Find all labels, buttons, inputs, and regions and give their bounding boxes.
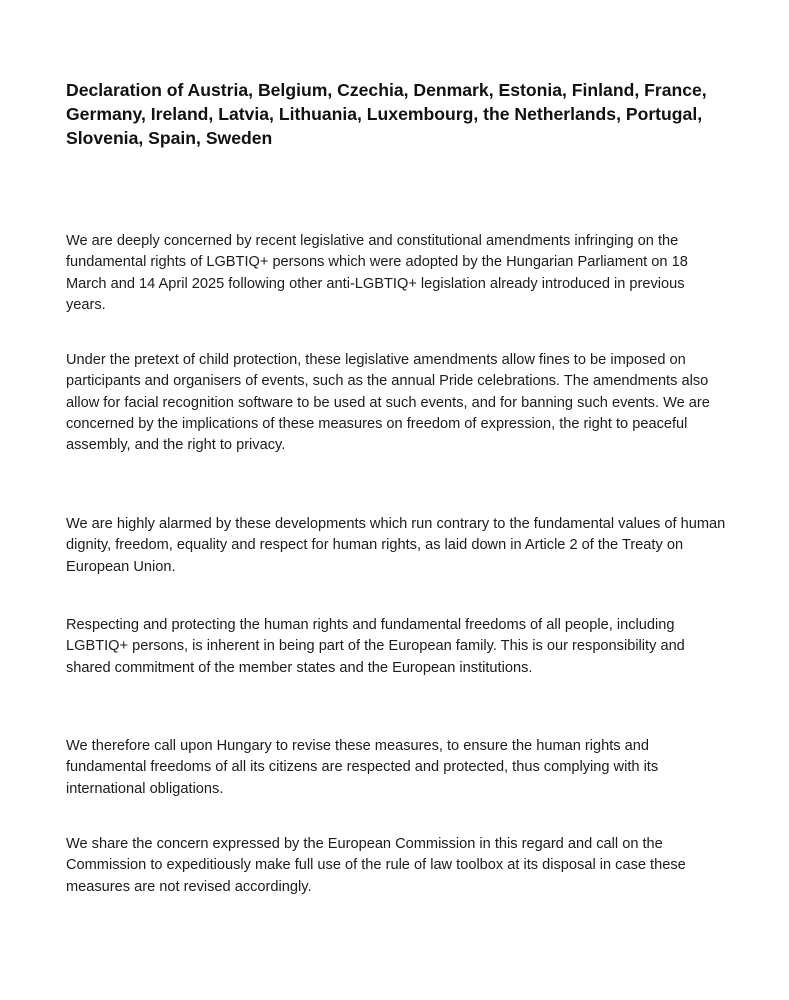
declaration-title: Declaration of Austria, Belgium, Czechia, Denmark, Estonia, Finland, France, Germany, Ireland, Latvia, Lithuania, Luxembourg, the Netherlands, Portugal, Slovenia, Spain, Sweden [66,80,707,148]
paragraph-2: Under the pretext of child protection, these legislative amendments allow fines to be imposed on participants and organisers of events, such as the annual Pride celebrations. The amendments also allow for facial recognition software to be used at such events, and for banning such events. We are concerned by the implications of these measures on freedom of expression, the right to peaceful assembly, and the right to privacy. [66,352,710,454]
paragraph-4: Respecting and protecting the human rights and fundamental freedoms of all people, including LGBTIQ+ persons, is inherent in being part of the European family. This is our responsibility and shared commitment of the member states and the European institutions. [66,617,685,676]
paragraph-6: We share the concern expressed by the European Commission in this regard and call on the Commission to expeditiously make full use of the rule of law toolbox at its disposal in case these measures are not revised accordingly. [66,836,686,895]
paragraph-3: We are highly alarmed by these developments which run contrary to the fundamental values of human dignity, freedom, equality and respect for human rights, as laid down in Article 2 of the Treaty on European Union. [66,516,726,575]
paragraph-1: We are deeply concerned by recent legislative and constitutional amendments infringing on the fundamental rights of LGBTIQ+ persons which were adopted by the Hungarian Parliament on 18 March and 14 April 2025 following other anti-LGBTIQ+ legislation already introduced in previous years. [66,233,688,313]
paragraph-5: We therefore call upon Hungary to revise these measures, to ensure the human rights and fundamental freedoms of all its citizens are respected and protected, thus complying with its international obligations. [66,738,659,797]
